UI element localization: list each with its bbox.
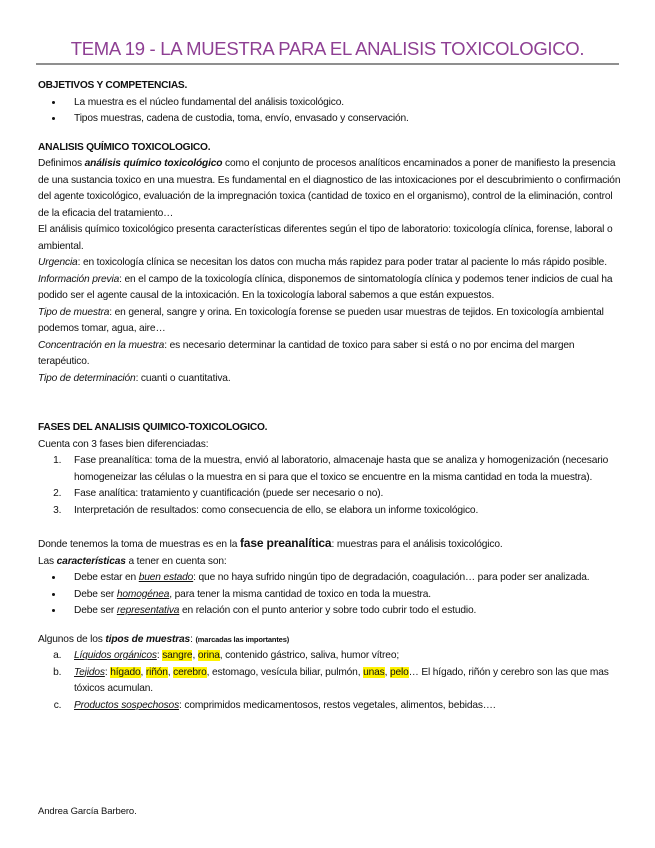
preanalytic-term: fase preanalítica	[239, 536, 332, 550]
highlighted-term: orina	[197, 650, 220, 661]
phases-intro: Cuenta con 3 fases bien diferenciadas:	[38, 438, 209, 450]
highlighted-term: hígado	[110, 666, 141, 678]
objectives-list	[38, 95, 621, 128]
characteristics-term: características	[56, 555, 126, 567]
list-item: • Debe ser homogénea, para tener la misma cantidad de toxico en toda la muestra.	[64, 587, 621, 604]
objectives-heading: OBJETIVOS Y COMPETENCIAS.	[38, 80, 188, 91]
urgency-paragraph: Urgencia: en toxicología clínica se necesitan los datos con mucha más rapidez para poder tratar al paciente lo más rápido posible.	[38, 257, 607, 268]
urgency-label: Urgencia	[38, 257, 78, 268]
list-item: a. Líquidos orgánicos: sangre, orina, contenido gástrico, saliva, humor vítreo;	[64, 648, 621, 665]
list-item: • Tipos muestras, cadena de custodia, toma, envío, envasado y conservación.	[64, 111, 621, 128]
importance-note: (marcadas las importantes)	[195, 634, 290, 644]
phases-list	[38, 453, 621, 519]
phases-heading: FASES DEL ANALISIS QUIMICO-TOXICOLOGICO.	[38, 422, 268, 433]
sample-type-paragraph: Tipo de muestra: en general, sangre y orina. En toxicología forense se pueden usar muestras de tejidos. En toxicología ambiental podemos tomar, agua, aire…	[38, 306, 604, 334]
determination-paragraph: Tipo de determinación: cuanti o cuantitativa.	[38, 372, 231, 384]
list-item: • Debe estar en buen estado: que no haya sufrido ningún tipo de degradación, coagulación… para poder ser analizada.	[64, 570, 621, 587]
determination-label: Tipo de determinación	[38, 372, 136, 384]
prior-info-label: Información previa	[38, 273, 120, 285]
highlighted-term: unas	[363, 666, 385, 678]
document-body	[38, 78, 621, 714]
list-item: 3. Interpretación de resultados: como consecuencia de ello, se elabora un informe toxicológico.	[64, 503, 621, 520]
sample-types-intro: Algunos de los tipos de muestras: (marcadas las importantes)	[38, 633, 290, 645]
prior-info-paragraph: Información previa: en el campo de la toxicología clínica, disponemos de sintomatología clínica y podemos tener indicios de cual ha podido ser el agente causal de la intoxicación. En la toxicología laboral sabemos a que están expuestos.	[38, 273, 613, 301]
preanalytic-sentence: Donde tenemos la toma de muestras es en la fase preanalítica: muestras para el análisis toxicológico.	[38, 536, 503, 550]
analysis-heading: ANALISIS QUÍMICO TOXICOLOGICO.	[38, 141, 211, 153]
highlighted-term: sangre	[162, 650, 193, 661]
list-item: b. Tejidos: hígado, riñón, cerebro, estomago, vesícula biliar, pulmón, unas, pelo… El hígado, riñón y cerebro son las que mas tóxicos acumulan.	[64, 665, 621, 698]
page-title: TEMA 19 - LA MUESTRA PARA EL ANALISIS TOXICOLOGICO.	[70, 38, 585, 59]
title-divider	[36, 63, 619, 65]
list-item: 1. Fase preanalítica: toma de la muestra, envió al laboratorio, almacenaje hasta que se analiza y homogenización (necesario homogeneizar las células o la muestra en si para que el toxico se encuentre en la misma cantidad en toda la muestra).	[64, 453, 621, 486]
author-footer: Andrea García Barbero.	[38, 806, 137, 817]
list-item: • Debe ser representativa en relación con el punto anterior y sobre todo cubrir todo el estudio.	[64, 603, 621, 620]
defined-term: análisis químico toxicológico	[84, 158, 223, 169]
sample-types-term: tipos de muestras	[105, 633, 191, 645]
highlighted-term: pelo	[389, 666, 409, 678]
sample-type-label: Tipo de muestra	[38, 306, 110, 318]
list-item: 2. Fase analítica: tratamiento y cuantificación (puede ser necesario o no).	[64, 486, 621, 503]
analysis-laboratory: El análisis químico toxicológico presenta características diferentes según el tipo de laboratorio: toxicología clínica, forense, laboral o ambiental.	[38, 224, 613, 252]
list-item: • La muestra es el núcleo fundamental del análisis toxicológico.	[64, 95, 621, 112]
highlighted-term: riñón	[145, 666, 168, 678]
concentration-label: Concentración en la muestra	[38, 339, 165, 351]
sample-types-list	[38, 648, 621, 714]
concentration-paragraph: Concentración en la muestra: es necesario determinar la cantidad de toxico para saber si está o no por encima del margen terapéutico.	[38, 339, 575, 367]
analysis-definition: Definimos análisis químico toxicológico como el conjunto de procesos analíticos encaminados a poner de manifiesto la presencia de una sustancia toxico en una muestra. Es fundamental en el diagnostico de las intoxicaciones por el descubrimiento o confirmación del agente toxicológico, evaluación de la impregnación toxica (cantidad de toxico en el organismo), control de la eliminación, control de la eficacia del tratamiento…	[38, 158, 621, 219]
list-item: c. Productos sospechosos: comprimidos medicamentosos, restos vegetales, alimentos, bebidas….	[64, 698, 621, 715]
highlighted-term: cerebro	[173, 666, 207, 678]
characteristics-list	[38, 570, 621, 620]
characteristics-sentence: Las características a tener en cuenta son:	[38, 555, 227, 567]
